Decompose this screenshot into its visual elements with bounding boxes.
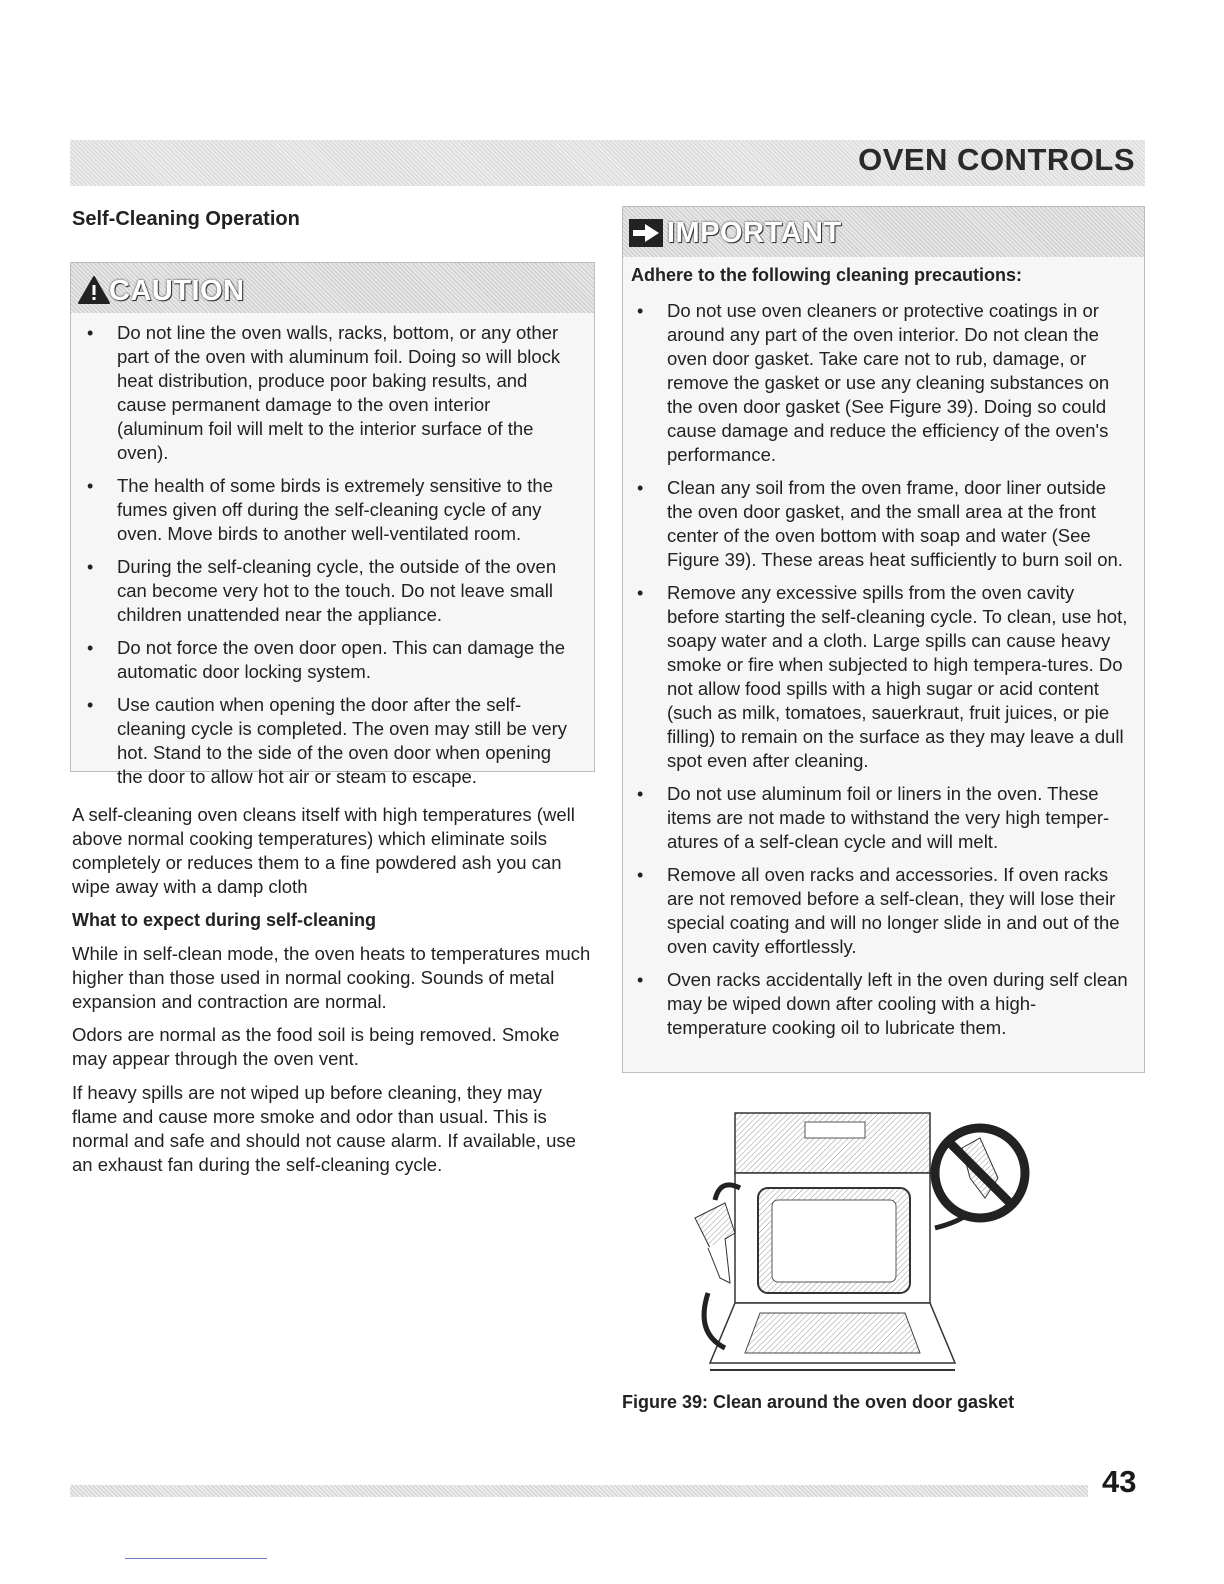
figure-caption: Figure 39: Clean around the oven door gasket [622,1392,1015,1412]
page-header-title: OVEN CONTROLS [858,142,1135,177]
curved-arrow-right [935,1216,965,1228]
expect-subheading: What to expect during self-cleaning [72,910,377,930]
important-item: • Do not use aluminum foil or liners in the oven. These items are not made to withstand the very high temper-atures of a self-clean cycle and will melt. [623,782,1130,854]
important-box [622,206,1145,1073]
important-item: • Do not use oven cleaners or protective coatings in or around any part of the oven interior. Do not clean the oven door gasket. Take care not to rub, damage, or remove the gasket or use any cleaning substances on the oven door gasket (See Figure 39). Doing so could cause damage and reduce the efficiency of the oven's performance. [623,299,1130,467]
important-header [623,207,1144,257]
important-subheading: Adhere to the following cleaning precautions: [631,265,1023,285]
oven-door-gasket-figure [680,1108,1040,1378]
caution-label: CAUTION [109,275,245,307]
caution-item: • Do not force the oven door open. This can damage the automatic door locking system. [73,636,580,684]
section-title: Self-Cleaning Operation [72,208,300,230]
important-label: IMPORTANT [667,217,842,249]
caution-item: • Use caution when opening the door after the self-cleaning cycle is completed. The oven may still be very hot. Stand to the side of the oven door when opening the door to allow hot air or steam to escape. [73,693,580,789]
caution-item: • During the self-cleaning cycle, the outside of the oven can become very hot to the touch. Do not leave small children unattended near the appliance. [73,555,580,627]
intro-paragraph: A self-cleaning oven cleans itself with high temperatures (well above normal cooking temperatures) which eliminate soils completely or reduces them to a fine powdered ash you can wipe away with a damp cloth [72,804,575,897]
oven-body-illustration [710,1113,955,1370]
header-band [70,140,1145,186]
caution-header [71,263,594,313]
bottom-link-line [125,1558,267,1559]
important-item: • Remove any excessive spills from the oven cavity before starting the self-cleaning cycle. To clean, use hot, soapy water and a cloth. Large spills can cause heavy smoke or fire when subjected to high tempera-tures. Do not allow food spills with a high sugar or acid content (such as milk, tomatoes, sauerkraut, fruit juices, or pie filling) to remain on the surface as they may leave a dull spot even after cleaning. [623,581,1130,773]
important-list [623,299,1130,1049]
caution-box [70,262,595,787]
paragraph-temperatures: While in self-clean mode, the oven heats to temperatures much higher than those used in normal cooking. Sounds of metal expansion and contraction are normal. [72,943,591,1012]
important-item: • Oven racks accidentally left in the oven during self clean may be wiped down after cooling with a high-temperature cooking oil to lubricate them. [623,968,1130,1040]
caution-list [73,321,580,798]
hand-with-cloth-illustration [695,1203,735,1283]
caution-item: • Do not line the oven walls, racks, bottom, or any other part of the oven with aluminum foil. Doing so will block heat distribution, produce poor baking results, and cause permanent damage to the oven interior (aluminum foil will melt to the interior surface of the oven). [73,321,580,465]
prohibited-symbol-icon [935,1128,1025,1218]
paragraph-odors: Odors are normal as the food soil is being removed. Smoke may appear through the oven vent. [72,1024,560,1069]
footer-rule [70,1485,1088,1497]
paragraph-heavy-spills: If heavy spills are not wiped up before cleaning, they may flame and cause more smoke and odor than usual. This is normal and safe and should not cause alarm. If available, use an exhaust fan during the self-cleaning cycle. [72,1082,576,1175]
arrow-right-icon [629,219,663,247]
warning-triangle-icon [77,275,111,305]
caution-item: • The health of some birds is extremely sensitive to the fumes given off during the self-cleaning cycle of any oven. Move birds to another well-ventilated room. [73,474,580,546]
important-item: • Clean any soil from the oven frame, door liner outside the oven door gasket, and the small area at the front center of the oven bottom with soap and water (See Figure 39). These areas heat sufficiently to burn soil on. [623,476,1130,572]
page-number: 43 [1102,1464,1137,1499]
important-item: • Remove all oven racks and accessories. If oven racks are not removed before a self-clean, they will lose their special coating and will no longer slide in and out of the oven cavity effortlessly. [623,863,1130,959]
